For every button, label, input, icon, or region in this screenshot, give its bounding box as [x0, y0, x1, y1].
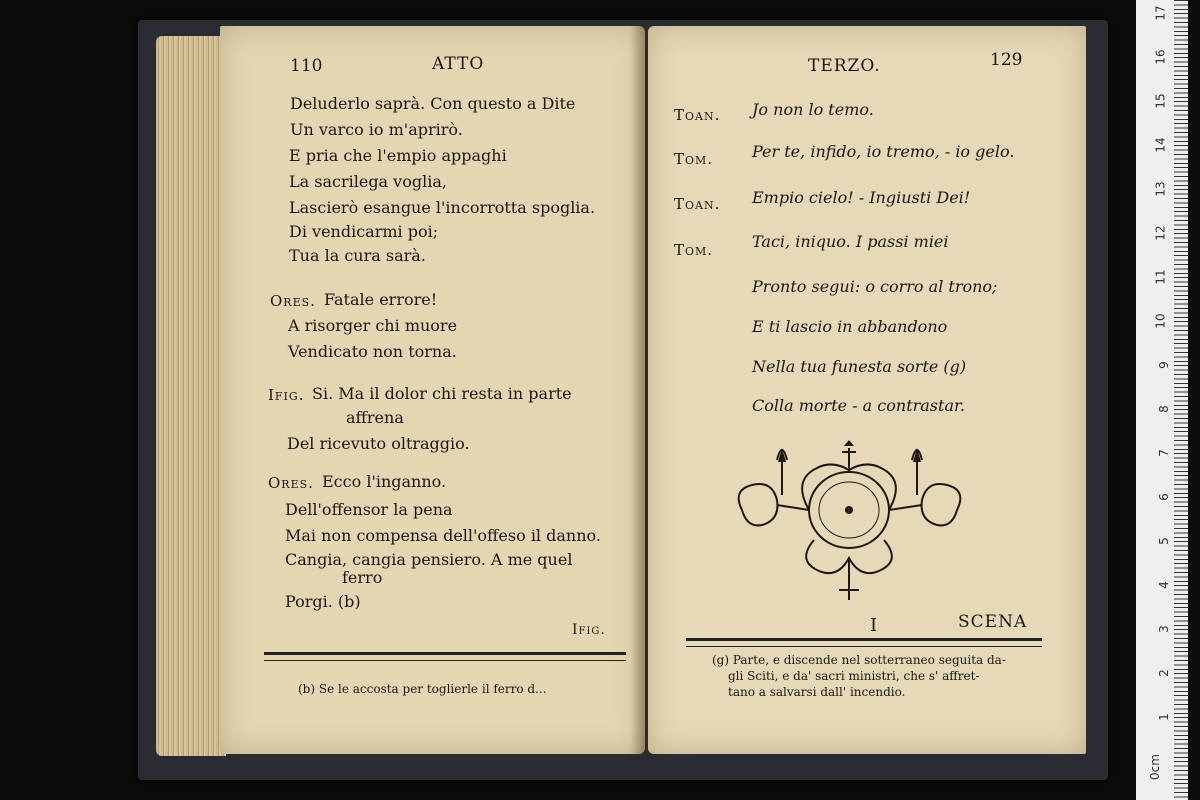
left-line: A risorger chi muore	[288, 316, 458, 335]
left-line: ferro	[342, 568, 383, 587]
speaker-label: Tom.	[674, 150, 714, 168]
speaker-label: Ores.	[270, 292, 316, 310]
footnote: (b) Se le accosta per toglierle il ferro d...	[298, 682, 547, 696]
right-line: Jo non lo temo.	[752, 100, 874, 119]
left-line: Mai non compensa dell'offeso il danno.	[285, 526, 601, 545]
catchword: Ifig.	[572, 622, 606, 638]
speaker-label: Toan.	[674, 195, 721, 213]
ruler-label: 16	[1153, 49, 1168, 65]
right-running-head: TERZO.	[808, 56, 881, 76]
left-line: Vendicato non torna.	[288, 342, 457, 361]
ruler-label: 17	[1153, 5, 1168, 21]
ruler-label: 7	[1157, 449, 1172, 457]
ruler-ticks	[1174, 0, 1188, 800]
ruler-label: 8	[1157, 405, 1172, 413]
ornament-right-wing	[922, 484, 961, 525]
right-line: Empio cielo! - Ingiusti Dei!	[752, 188, 971, 207]
left-line: Cangia, cangia pensiero. A me quel	[285, 550, 573, 569]
left-running-head: ATTO	[432, 54, 485, 74]
right-page	[648, 26, 1086, 754]
ruler-label: 5	[1157, 537, 1172, 545]
speaker-label: Ores.	[268, 474, 314, 492]
left-line: Fatale errore!	[324, 290, 438, 309]
ruler-label: 11	[1153, 269, 1168, 285]
left-line: E pria che l'empio appaghi	[289, 146, 507, 165]
left-line: La sacrilega voglia,	[289, 172, 447, 191]
right-line: Colla morte - a contrastar.	[752, 396, 965, 415]
left-line: Ecco l'inganno.	[322, 472, 447, 491]
left-line: Porgi. (b)	[285, 592, 361, 611]
right-line: Pronto segui: o corro al trono;	[752, 277, 998, 296]
ruler-label: 9	[1157, 361, 1172, 369]
ruler-label: 4	[1157, 581, 1172, 589]
footnote-rule	[264, 660, 626, 661]
ruler-label: 15	[1153, 93, 1168, 109]
ruler-label: 0cm	[1148, 754, 1163, 780]
left-line: Di vendicarmi poi;	[289, 222, 439, 241]
speaker-label: Ifig.	[268, 386, 305, 404]
ruler-label: 2	[1157, 669, 1172, 677]
left-line: affrena	[346, 408, 404, 427]
catch-left: I	[870, 615, 878, 636]
left-page-number: 110	[290, 56, 323, 76]
ornament-left-wing	[739, 484, 778, 525]
left-line: Tua la cura sarà.	[289, 246, 426, 265]
speaker-label: Tom.	[674, 241, 714, 259]
right-line: Nella tua funesta sorte (g)	[752, 357, 967, 376]
footnote: (g) Parte, e discende nel sotterraneo seguita da-	[712, 653, 1006, 667]
left-line: Deluderlo saprà. Con questo a Dite	[290, 94, 576, 113]
right-page-number: 129	[990, 50, 1023, 70]
ruler-label: 1	[1157, 713, 1172, 721]
ruler-label: 13	[1153, 181, 1168, 197]
right-line: Per te, infido, io tremo, - io gelo.	[752, 142, 1015, 161]
left-line: Un varco io m'aprirò.	[290, 120, 463, 139]
right-line: Taci, iniquo. I passi miei	[752, 232, 949, 251]
ruler-label: 12	[1153, 225, 1168, 241]
left-line: Dell'offensor la pena	[285, 500, 453, 519]
catchword: SCENA	[958, 612, 1028, 632]
ruler-label: 6	[1157, 493, 1172, 501]
ruler-label: 3	[1157, 625, 1172, 633]
footnote-rule	[686, 646, 1042, 647]
footnote-rule	[686, 638, 1042, 641]
footnote: gli Sciti, e da' sacri ministri, che s' affret-	[728, 669, 980, 683]
page-edges	[156, 36, 226, 756]
left-line: Si. Ma il dolor chi resta in parte	[312, 384, 572, 403]
left-line: Del ricevuto oltraggio.	[287, 434, 470, 453]
right-line: E ti lascio in abbandono	[752, 317, 948, 336]
footnote: tano a salvarsi dall' incendio.	[728, 685, 906, 699]
ruler-label: 14	[1153, 137, 1168, 153]
left-line: Lascierò esangue l'incorrotta spoglia.	[289, 198, 596, 217]
ornament-vignette	[722, 440, 977, 610]
speaker-label: Toan.	[674, 106, 721, 124]
ruler-label: 10	[1153, 313, 1168, 329]
footnote-rule	[264, 652, 626, 655]
measuring-ruler	[1136, 0, 1188, 800]
